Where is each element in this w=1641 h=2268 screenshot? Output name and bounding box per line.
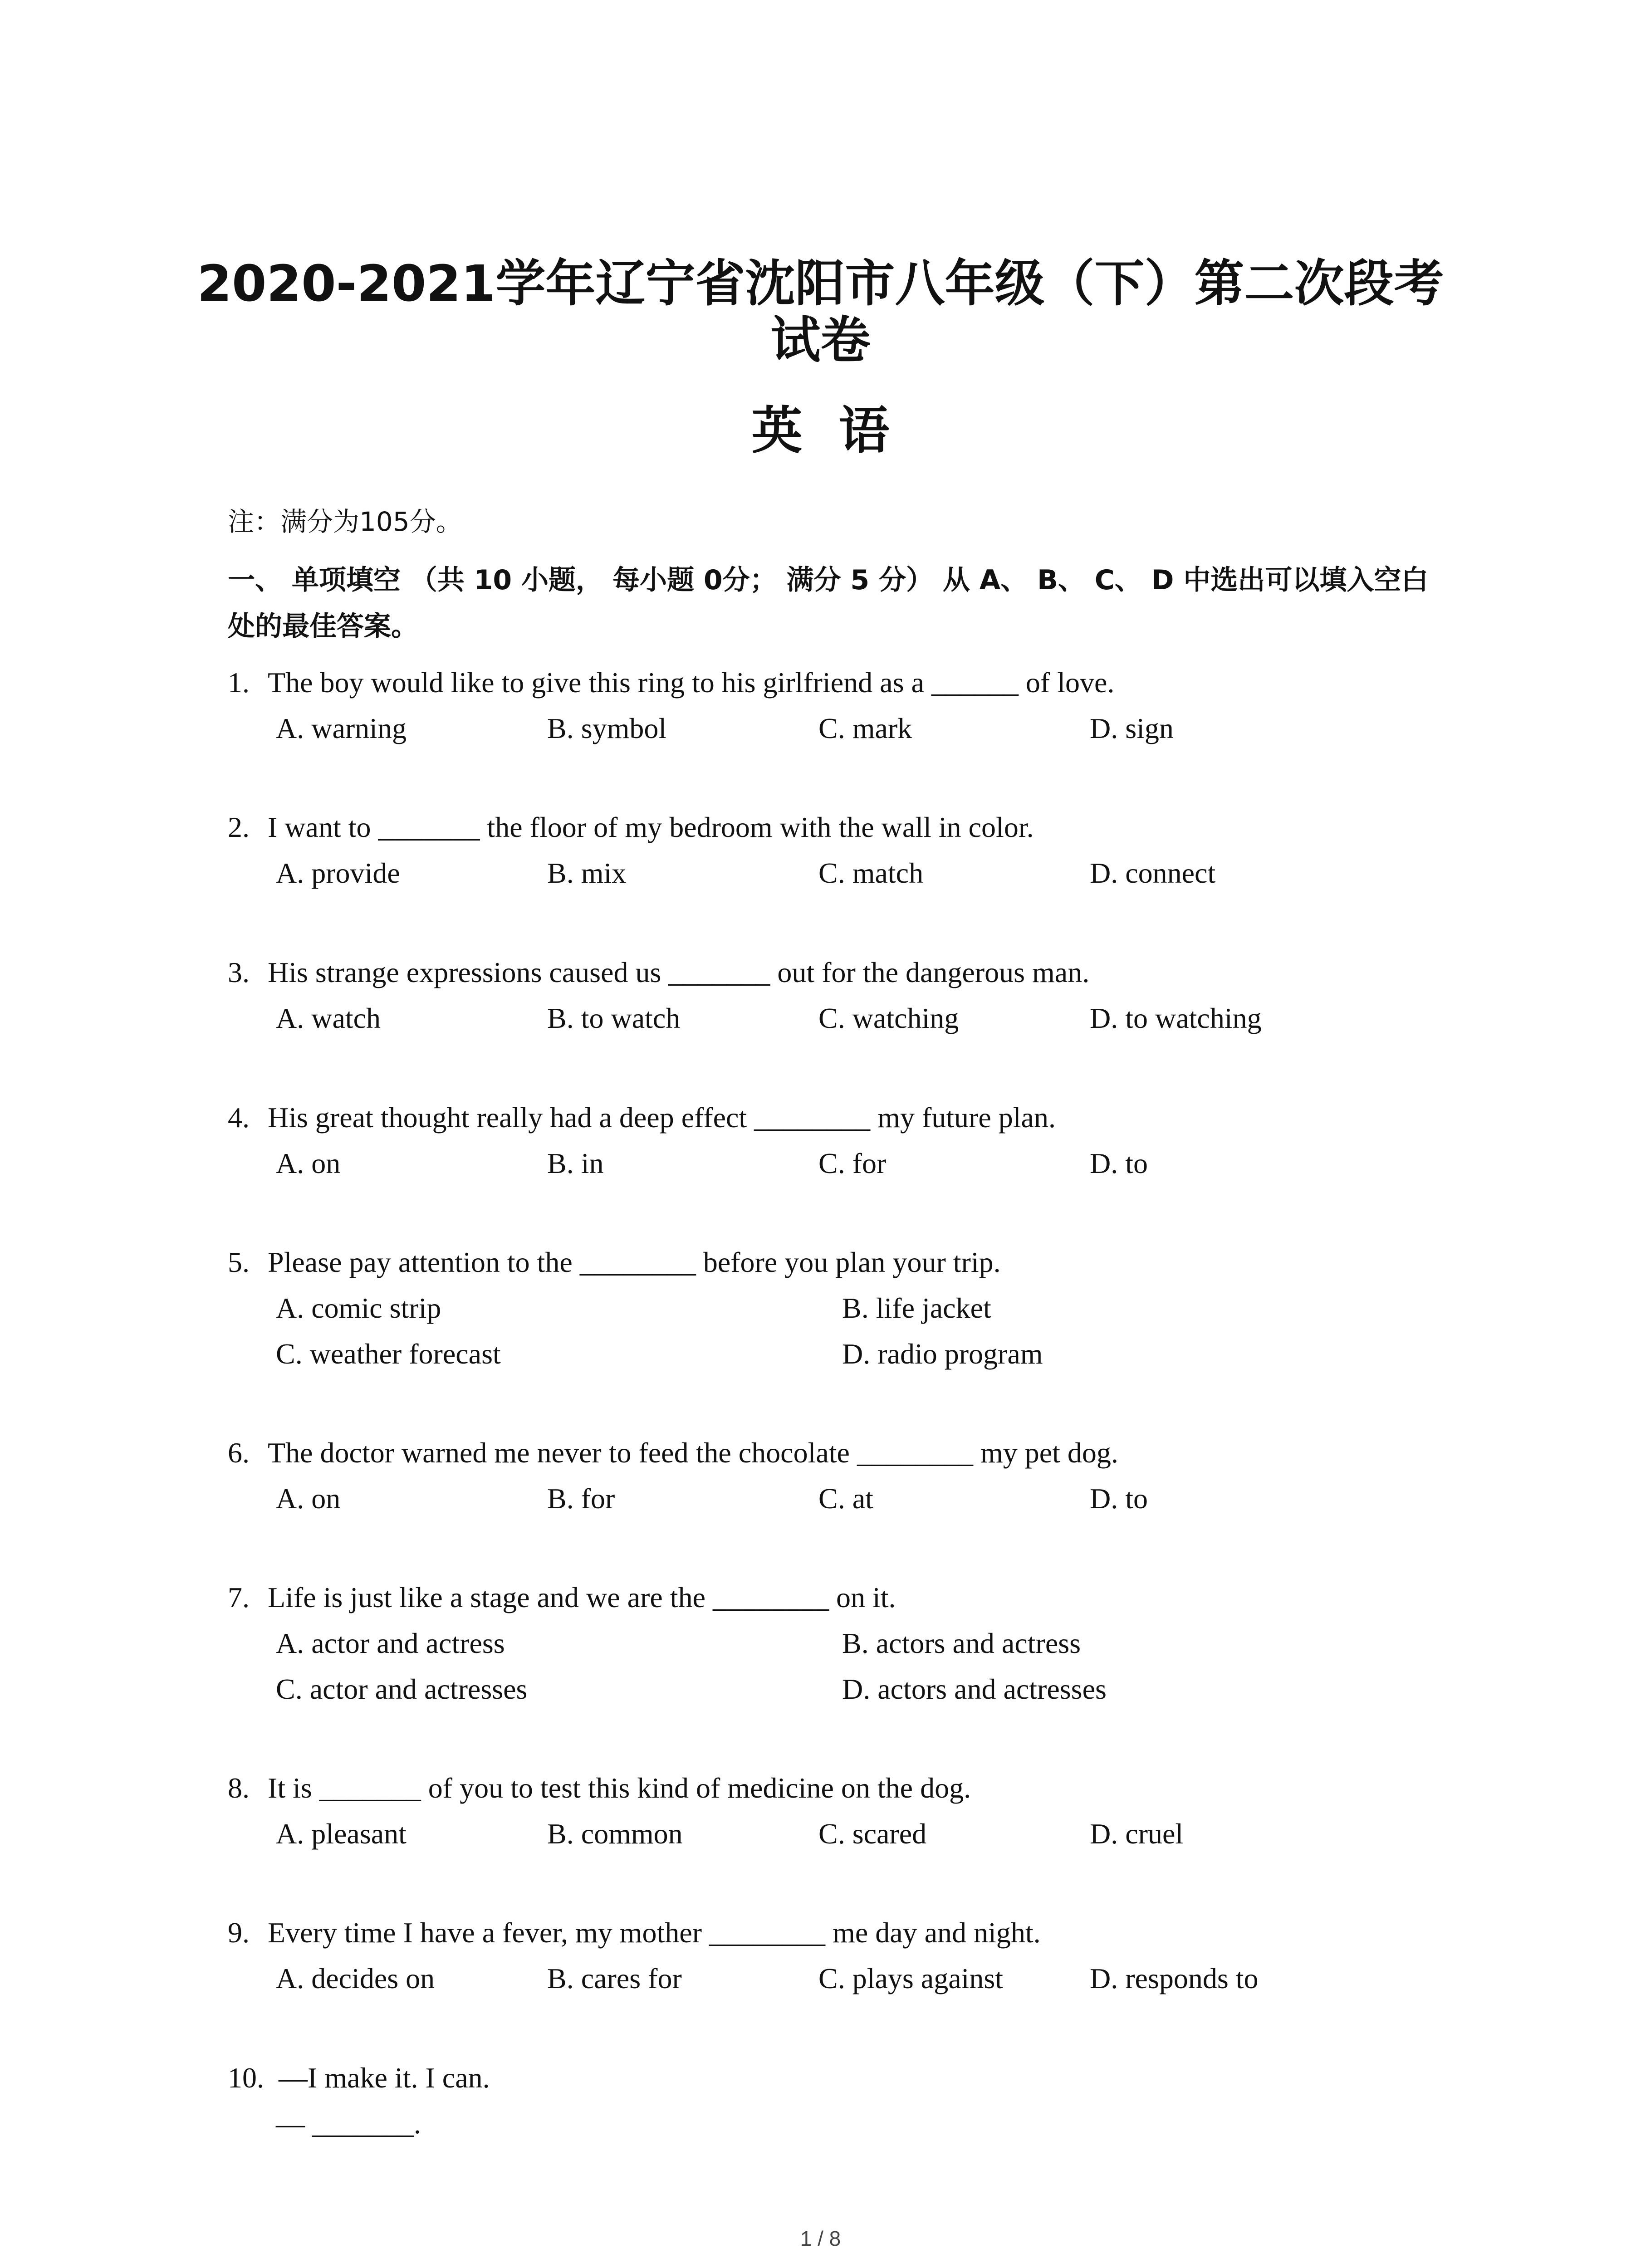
question-stem: Life is just like a stage and we are the ________ on it. [268, 1581, 896, 1613]
option-a: A. on [276, 1482, 341, 1515]
option-a: A. actor and actress [276, 1627, 505, 1659]
question-number: 2. [228, 811, 250, 843]
option-b: B. symbol [547, 712, 667, 744]
option-d: D. to [1090, 1147, 1148, 1179]
score-note: 注：满分为105分。 [228, 506, 462, 537]
option-a: A. on [276, 1147, 341, 1179]
option-d: D. radio program [842, 1338, 1043, 1370]
question-7 [228, 1579, 896, 1616]
question-stem: Please pay attention to the ________ before you plan your trip. [268, 1246, 1001, 1278]
question-4 [228, 1100, 1056, 1136]
option-a: A. decides on [276, 1962, 435, 1994]
question-number: 3. [228, 956, 250, 988]
option-d: D. to [1090, 1482, 1148, 1515]
option-b: B. actors and actress [842, 1627, 1081, 1659]
question-6 [228, 1435, 1118, 1471]
option-c: C. scared [818, 1818, 927, 1850]
option-b: B. in [547, 1147, 604, 1179]
question-number: 7. [228, 1581, 250, 1613]
option-c: C. actor and actresses [276, 1673, 528, 1705]
question-1 [228, 665, 1114, 701]
option-d: D. responds to [1090, 1962, 1259, 1994]
option-c: C. weather forecast [276, 1338, 501, 1370]
option-c: C. mark [818, 712, 912, 744]
option-c: C. match [818, 857, 924, 889]
question-number: 1. [228, 666, 250, 699]
option-d: D. cruel [1090, 1818, 1184, 1850]
question-stem: His strange expressions caused us _______ out for the dangerous man. [268, 956, 1090, 988]
question-number: 8. [228, 1772, 250, 1804]
option-b: B. mix [547, 857, 627, 889]
option-b: B. to watch [547, 1002, 681, 1034]
option-d: D. to watching [1090, 1002, 1262, 1034]
page-number: 1 / 8 [800, 2227, 841, 2250]
option-c: C. for [818, 1147, 887, 1179]
question-stem: It is _______ of you to test this kind of medicine on the dog. [268, 1772, 971, 1804]
option-b: B. cares for [547, 1962, 682, 1994]
option-c: C. plays against [818, 1962, 1004, 1994]
question-number: 6. [228, 1437, 250, 1469]
question-3 [228, 954, 1089, 991]
option-d: D. connect [1090, 857, 1216, 889]
option-b: B. for [547, 1482, 615, 1515]
question-stem: The boy would like to give this ring to his girlfriend as a ______ of love. [268, 666, 1115, 699]
question-5 [228, 1244, 1001, 1281]
question-stem: The doctor warned me never to feed the chocolate ________ my pet dog. [268, 1437, 1118, 1469]
option-d: D. actors and actresses [842, 1673, 1107, 1705]
question-number: 9. [228, 1916, 250, 1949]
question-stem: His great thought really had a deep effect ________ my future plan. [268, 1101, 1056, 1134]
question-9 [228, 1915, 1041, 1951]
question-number: 4. [228, 1101, 250, 1134]
option-a: A. comic strip [276, 1292, 441, 1324]
question-number: 5. [228, 1246, 250, 1278]
question-stem: I want to _______ the floor of my bedroom with the wall in color. [268, 811, 1034, 843]
option-a: A. provide [276, 857, 400, 889]
question-number: 10. [228, 2062, 264, 2094]
option-c: C. at [818, 1482, 873, 1515]
question-stem: —I make it. I can. [279, 2062, 490, 2094]
option-a: A. warning [276, 712, 407, 744]
option-c: C. watching [818, 1002, 959, 1034]
option-a: A. pleasant [276, 1818, 407, 1850]
exam-title-line2: 试卷 [770, 311, 871, 369]
question-stem: Every time I have a fever, my mother ________ me day and night. [268, 1916, 1041, 1949]
option-b: B. common [547, 1818, 683, 1850]
section-heading: 一、 单项填空 （共 10 小题， 每小题 0分； 满分 5 分） 从 A、 B、 C、 D 中选出可以填入空白处的最佳答案。 [228, 564, 1429, 642]
question-10 [228, 2060, 490, 2096]
subject-heading: 英语 [751, 401, 926, 460]
option-d: D. sign [1090, 712, 1174, 744]
question-8 [228, 1770, 971, 1806]
exam-title-line1: 2020-2021学年辽宁省沈阳市八年级（下）第二次段考 [197, 254, 1444, 313]
dialogue-response-line: — _______. [276, 2107, 421, 2140]
option-b: B. life jacket [842, 1292, 991, 1324]
question-2 [228, 809, 1034, 846]
option-a: A. watch [276, 1002, 381, 1034]
